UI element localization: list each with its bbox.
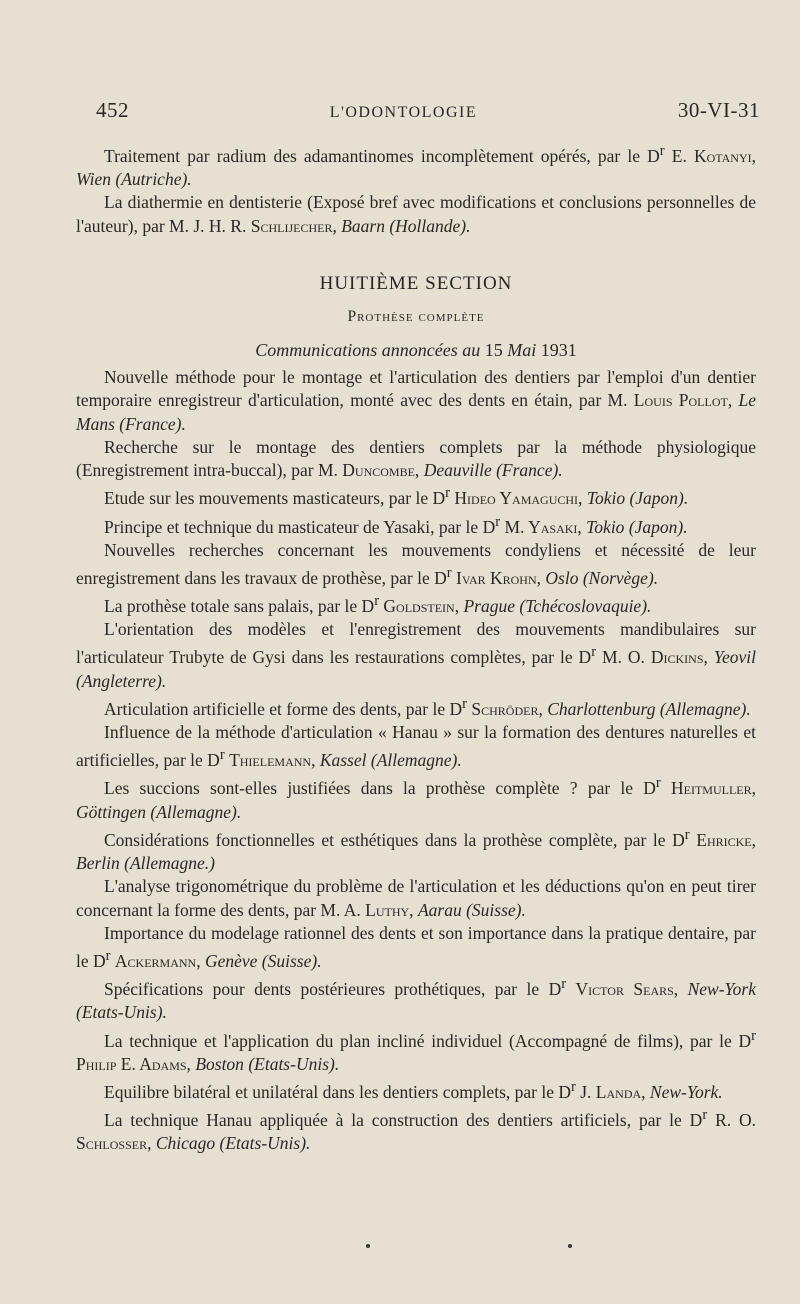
entry-text: Importance du modelage rationnel des dents et son importance dans la pratique dentaire, par le D bbox=[76, 922, 756, 972]
entry-country: (Etats-Unis). bbox=[76, 1002, 167, 1023]
entry-country: (Etats-Unis). bbox=[248, 1053, 340, 1074]
entry-author: Schlijecher, bbox=[250, 215, 337, 236]
list-item bbox=[76, 436, 756, 483]
entry-country: (Hollande). bbox=[389, 215, 471, 236]
list-item bbox=[76, 511, 756, 539]
entry-author: Louis Pollot, bbox=[633, 390, 733, 411]
entry-city: Boston bbox=[195, 1053, 244, 1074]
list-item bbox=[76, 772, 756, 823]
ink-dot bbox=[568, 1244, 572, 1248]
entry-city: Aarau bbox=[417, 899, 462, 920]
page-header bbox=[96, 98, 760, 123]
entry-title-abbrev: r bbox=[446, 564, 452, 581]
entry-text: L'orientation des modèles et l'enregistrement des mouvements mandibulaires sur l'articulateur Trubyte de Gysi dans les restaurations complètes, par le D bbox=[76, 619, 756, 668]
entry-city: Baarn bbox=[341, 215, 385, 236]
entry-city: Le Mans bbox=[76, 390, 757, 434]
entry-title-abbrev: r bbox=[702, 1107, 708, 1124]
entry-title-abbrev: r bbox=[591, 644, 597, 661]
list-item bbox=[76, 539, 756, 590]
entry-author: Duncombe, bbox=[342, 460, 420, 481]
entry-author: Kotanyi, bbox=[693, 145, 756, 166]
entry-country: (Norvège). bbox=[582, 567, 659, 588]
entry-city: Deauville bbox=[423, 460, 492, 481]
communications-heading: Communications annoncées au 15 Mai 1931 bbox=[255, 339, 577, 360]
list-item bbox=[76, 824, 756, 875]
section-title: HUITIÈME SECTION bbox=[319, 273, 513, 295]
page-footer-marks bbox=[0, 1244, 800, 1254]
entry-title-abbrev: r bbox=[445, 485, 451, 502]
entry-city: Prague bbox=[463, 595, 515, 616]
entry-city: Tokio bbox=[586, 516, 625, 537]
entry-text: Etude sur les mouvements masticateurs, par le D bbox=[104, 488, 446, 509]
list-item bbox=[76, 721, 756, 772]
entry-text: La prothèse totale sans palais, par le D bbox=[104, 595, 375, 616]
entries-list bbox=[76, 366, 756, 1156]
issue-date: 30-VI-31 bbox=[677, 98, 760, 122]
entry-country: (Japon). bbox=[629, 488, 689, 509]
entry-country: (Suisse). bbox=[466, 899, 526, 920]
entry-author: Victor Sears, bbox=[575, 979, 679, 1000]
entry-country: (Suisse). bbox=[261, 951, 322, 972]
entry-text: Les succions sont-elles justifiées dans la prothèse complète ? par le D bbox=[104, 778, 656, 799]
entry-country: (Angleterre). bbox=[76, 670, 167, 691]
entry-title-abbrev: r bbox=[655, 775, 661, 792]
entry-author: Goldstein, bbox=[383, 595, 460, 616]
journal-title: L'ODONTOLOGIE bbox=[329, 104, 478, 121]
intro-entry: La diathermie en dentisterie (Exposé bref avec modifications et conclusions personnelles de l'auteur), par M. J. H. R. Schlijecher, Baarn (Hollande). bbox=[76, 192, 756, 236]
entry-city: Kassel bbox=[319, 750, 367, 771]
entry-city: Göttingen bbox=[76, 801, 146, 822]
entry-country: (Autriche). bbox=[115, 169, 192, 190]
entry-title-abbrev: r bbox=[561, 976, 567, 993]
entry-text: Principe et technique du masticateur de Yasaki, par le D bbox=[104, 516, 496, 537]
list-item bbox=[76, 618, 756, 693]
entry-author: Ivar Krohn, bbox=[456, 567, 542, 588]
page-number: 452 bbox=[96, 98, 129, 122]
entry-country: (France). bbox=[496, 460, 563, 481]
entry-title-abbrev: r bbox=[462, 695, 467, 712]
entry-title-abbrev: r bbox=[374, 593, 380, 610]
list-item bbox=[76, 1076, 756, 1104]
entry-author: Thielemann, bbox=[229, 750, 316, 771]
page-body bbox=[76, 140, 756, 1156]
list-item bbox=[76, 482, 756, 510]
entry-country: (France). bbox=[119, 413, 186, 434]
entry-country: (Allemagne.) bbox=[124, 853, 215, 873]
list-item bbox=[76, 590, 756, 618]
entry-text: La technique Hanau appliquée à la construction des dentiers artificiels, par le D bbox=[104, 1110, 703, 1131]
entry-author: J. Landa, bbox=[580, 1081, 646, 1102]
list-item bbox=[76, 1025, 756, 1076]
entry-author: Philip E. Adams, bbox=[76, 1053, 191, 1074]
entry-author: Heitmuller, bbox=[671, 778, 757, 799]
entry-title-abbrev: r bbox=[105, 948, 111, 965]
entry-text: Recherche sur le montage des dentiers complets par la méthode physiologique (Enregistrement intra-buccal), par M. bbox=[76, 436, 756, 481]
intro-entry: Traitement par radium des adamantinomes incomplètement opérés, par le $D^r$ E. Kotanyi, Wien (Autriche). bbox=[76, 143, 756, 190]
list-item bbox=[76, 1104, 756, 1155]
entry-city: Berlin bbox=[76, 853, 120, 873]
entry-city: New-York. bbox=[649, 1081, 723, 1102]
entry-author: R. O. Schlosser, bbox=[76, 1110, 756, 1154]
entry-city: Charlottenburg bbox=[547, 698, 656, 719]
entry-title-abbrev: r bbox=[495, 513, 501, 530]
entry-city: Oslo bbox=[545, 567, 579, 588]
entry-city: Yeovil bbox=[713, 647, 757, 668]
entry-country: (Etats-Unis). bbox=[219, 1133, 311, 1154]
list-item bbox=[76, 366, 756, 436]
entry-city: Chicago bbox=[155, 1133, 216, 1154]
list-item bbox=[76, 875, 756, 922]
section-subtitle: Prothèse complète bbox=[347, 308, 485, 326]
entry-city: Tokio bbox=[586, 488, 626, 509]
entry-text: Equilibre bilatéral et unilatéral dans les dentiers complets, par le D bbox=[104, 1081, 571, 1102]
entry-title-abbrev: r bbox=[571, 1079, 576, 1096]
entry-city: Genève bbox=[204, 951, 258, 972]
entry-author: Hideo Yamaguchi, bbox=[454, 488, 583, 509]
entry-author: Ackermann, bbox=[114, 951, 201, 972]
entry-text: Spécifications pour dents postérieures prothétiques, par le D bbox=[104, 979, 562, 1000]
entry-country: (Tchécoslovaquie). bbox=[519, 595, 652, 616]
list-item bbox=[76, 922, 756, 973]
list-item bbox=[76, 693, 756, 721]
entry-text: Nouvelle méthode pour le montage et l'articulation des dentiers par l'emploi d'un dentier temporaire enregistreur d'articulation, monté avec des dents en étain, par M. bbox=[76, 366, 756, 411]
entry-author: Ehricke, bbox=[696, 829, 757, 850]
entry-city: Wien bbox=[76, 169, 111, 190]
entry-author: Schröder, bbox=[471, 698, 543, 719]
entry-author: M. Yasaki, bbox=[504, 516, 582, 537]
entry-text: Considérations fonctionnelles et esthétiques dans la prothèse complète, par le D bbox=[104, 829, 685, 850]
entry-city: New-York bbox=[687, 979, 757, 1000]
list-item bbox=[76, 973, 756, 1024]
entry-text: L'analyse trigonométrique du problème de l'articulation et les déductions qu'on en peut tirer concernant la forme des dents, par M. A. bbox=[76, 876, 756, 920]
entry-author: Luthy, bbox=[365, 899, 414, 920]
ink-dot bbox=[366, 1244, 370, 1248]
entry-country: (Japon). bbox=[628, 516, 688, 537]
entry-country: (Allemagne). bbox=[150, 801, 242, 822]
entry-title-abbrev: r bbox=[751, 1027, 756, 1044]
entry-text: La technique et l'application du plan incliné individuel (Accompagné de films), par le D bbox=[104, 1030, 752, 1051]
entry-text: Nouvelles recherches concernant les mouvements condyliens et nécessité de leur enregistrement dans les travaux de prothèse, par le D bbox=[76, 539, 756, 588]
entry-title-abbrev: r bbox=[219, 747, 225, 764]
entry-text: Influence de la méthode d'articulation « Hanau » sur la formation des dentures naturelles et artificielles, par le D bbox=[76, 722, 756, 771]
entry-text: Articulation artificielle et forme des dents, par le D bbox=[104, 698, 463, 719]
entry-author: M. O. Dickins, bbox=[602, 647, 708, 668]
entry-country: (Allemagne). bbox=[370, 750, 462, 771]
entry-title-abbrev: r bbox=[684, 826, 690, 843]
entry-country: (Allemagne). bbox=[659, 698, 751, 719]
